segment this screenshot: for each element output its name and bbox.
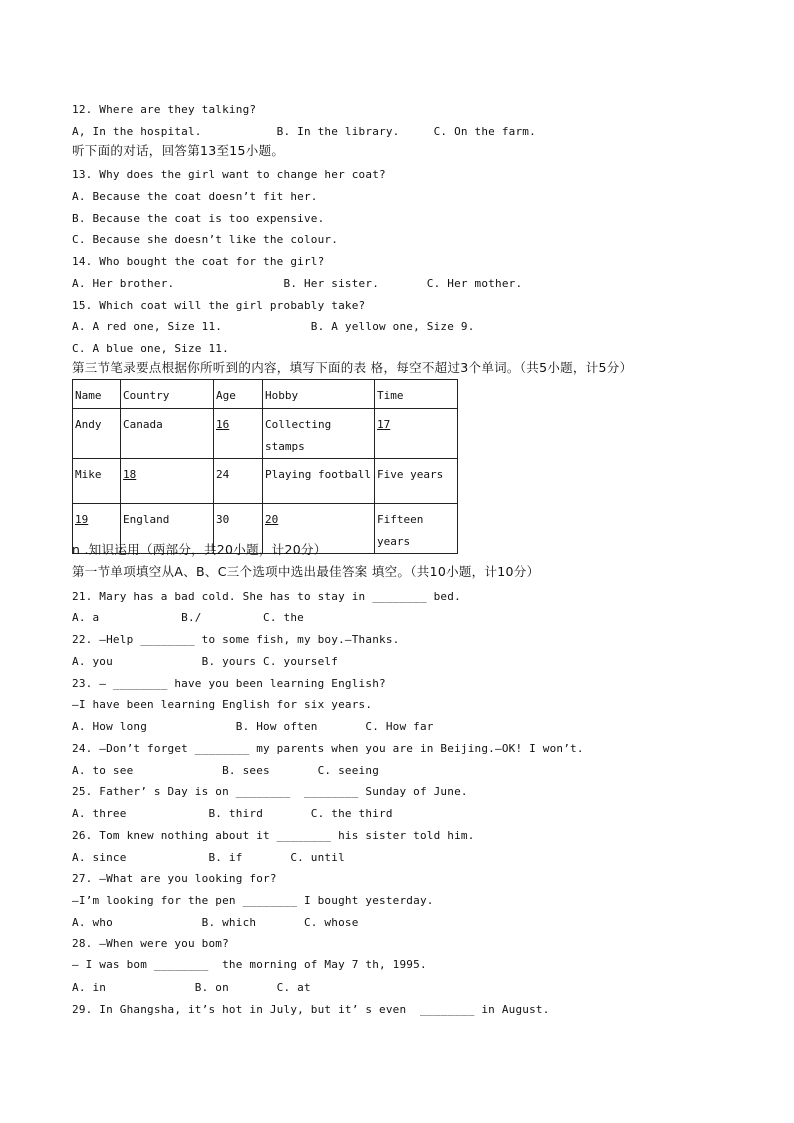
table-header-row (73, 380, 458, 409)
blank-19: 19 (73, 504, 121, 554)
cell-hobby: Playing football (263, 459, 375, 504)
question-28-options: A. in B. on C. at (72, 981, 311, 994)
question-25-options: A. three B. third C. the third (72, 807, 393, 820)
cell-country: England (121, 504, 214, 554)
question-22-options: A. you B. yours C. yourself (72, 655, 339, 668)
section-1-instruction: 第一节单项填空从A、B、C三个选项中选出最佳答案 填空。（共10小题，计10分） (72, 564, 540, 579)
cell-age: 30 (214, 504, 263, 554)
blank-20: 20 (263, 504, 375, 554)
question-24-options: A. to see B. sees C. seeing (72, 764, 380, 777)
notes-table (72, 379, 458, 554)
question-13: 13. Why does the girl want to change her coat? (72, 168, 386, 181)
cell-name: Mike (73, 459, 121, 504)
question-15-options-ab: A. A red one, Size 11. B. A yellow one, Size 9. (72, 320, 475, 333)
question-15-option-c: C. A blue one, Size 11. (72, 342, 229, 355)
table-row (73, 459, 458, 504)
question-14-options: A. Her brother. B. Her sister. C. Her mother. (72, 277, 523, 290)
part-2-heading: n .知识运用（两部分，共20小题，计20分） (72, 542, 327, 557)
question-23: 23. — ________ have you been learning English? (72, 677, 386, 690)
blank-17: 17 (375, 409, 458, 459)
question-22: 22. —Help ________ to some fish, my boy.—Thanks. (72, 633, 400, 646)
question-27-answer: —I’m looking for the pen ________ I bought yesterday. (72, 894, 434, 907)
question-27-options: A. who B. which C. whose (72, 916, 359, 929)
question-21-options: A. a B./ C. the (72, 611, 304, 624)
question-26-options: A. since B. if C. until (72, 851, 345, 864)
section-instruction-13-15: 听下面的对话，回答第13至15小题。 (72, 143, 285, 158)
cell-name: Andy (73, 409, 121, 459)
table-row (73, 409, 458, 459)
question-23-options: A. How long B. How often C. How far (72, 720, 434, 733)
question-12-options: A, In the hospital. B. In the library. C. On the farm. (72, 125, 536, 138)
section-3-instruction: 第三节笔录要点根据你所听到的内容，填写下面的表 格，每空不超过3个单词。（共5小题，计5分） (72, 360, 633, 375)
question-12: 12. Where are they talking? (72, 103, 257, 116)
cell-country: Canada (121, 409, 214, 459)
cell-age: 24 (214, 459, 263, 504)
blank-16: 16 (214, 409, 263, 459)
question-23-answer: —I have been learning English for six years. (72, 698, 373, 711)
question-13-option-c: C. Because she doesn’t like the colour. (72, 233, 339, 246)
question-28: 28. —When were you bom? (72, 937, 229, 950)
header-time: Time (375, 380, 458, 409)
header-hobby: Hobby (263, 380, 375, 409)
header-age: Age (214, 380, 263, 409)
cell-hobby: Collecting stamps (263, 409, 375, 459)
question-28-answer: — I was bom ________ the morning of May 7 th, 1995. (72, 958, 427, 971)
question-13-option-a: A. Because the coat doesn’t fit her. (72, 190, 318, 203)
cell-time: Fifteen years (375, 504, 458, 554)
question-26: 26. Tom knew nothing about it ________ his sister told him. (72, 829, 475, 842)
cell-time: Five years (375, 459, 458, 504)
question-25: 25. Father’ s Day is on ________ ________ Sunday of June. (72, 785, 468, 798)
question-13-option-b: B. Because the coat is too expensive. (72, 212, 325, 225)
header-name: Name (73, 380, 121, 409)
question-24: 24. —Don’t forget ________ my parents when you are in Beijing.—OK! I won’t. (72, 742, 584, 755)
blank-18: 18 (121, 459, 214, 504)
question-27: 27. —What are you looking for? (72, 872, 277, 885)
question-29: 29. In Ghangsha, it’s hot in July, but it’ s even ________ in August. (72, 1003, 550, 1016)
question-21: 21. Mary has a bad cold. She has to stay in ________ bed. (72, 590, 461, 603)
header-country: Country (121, 380, 214, 409)
question-15: 15. Which coat will the girl probably take? (72, 299, 366, 312)
question-14: 14. Who bought the coat for the girl? (72, 255, 325, 268)
